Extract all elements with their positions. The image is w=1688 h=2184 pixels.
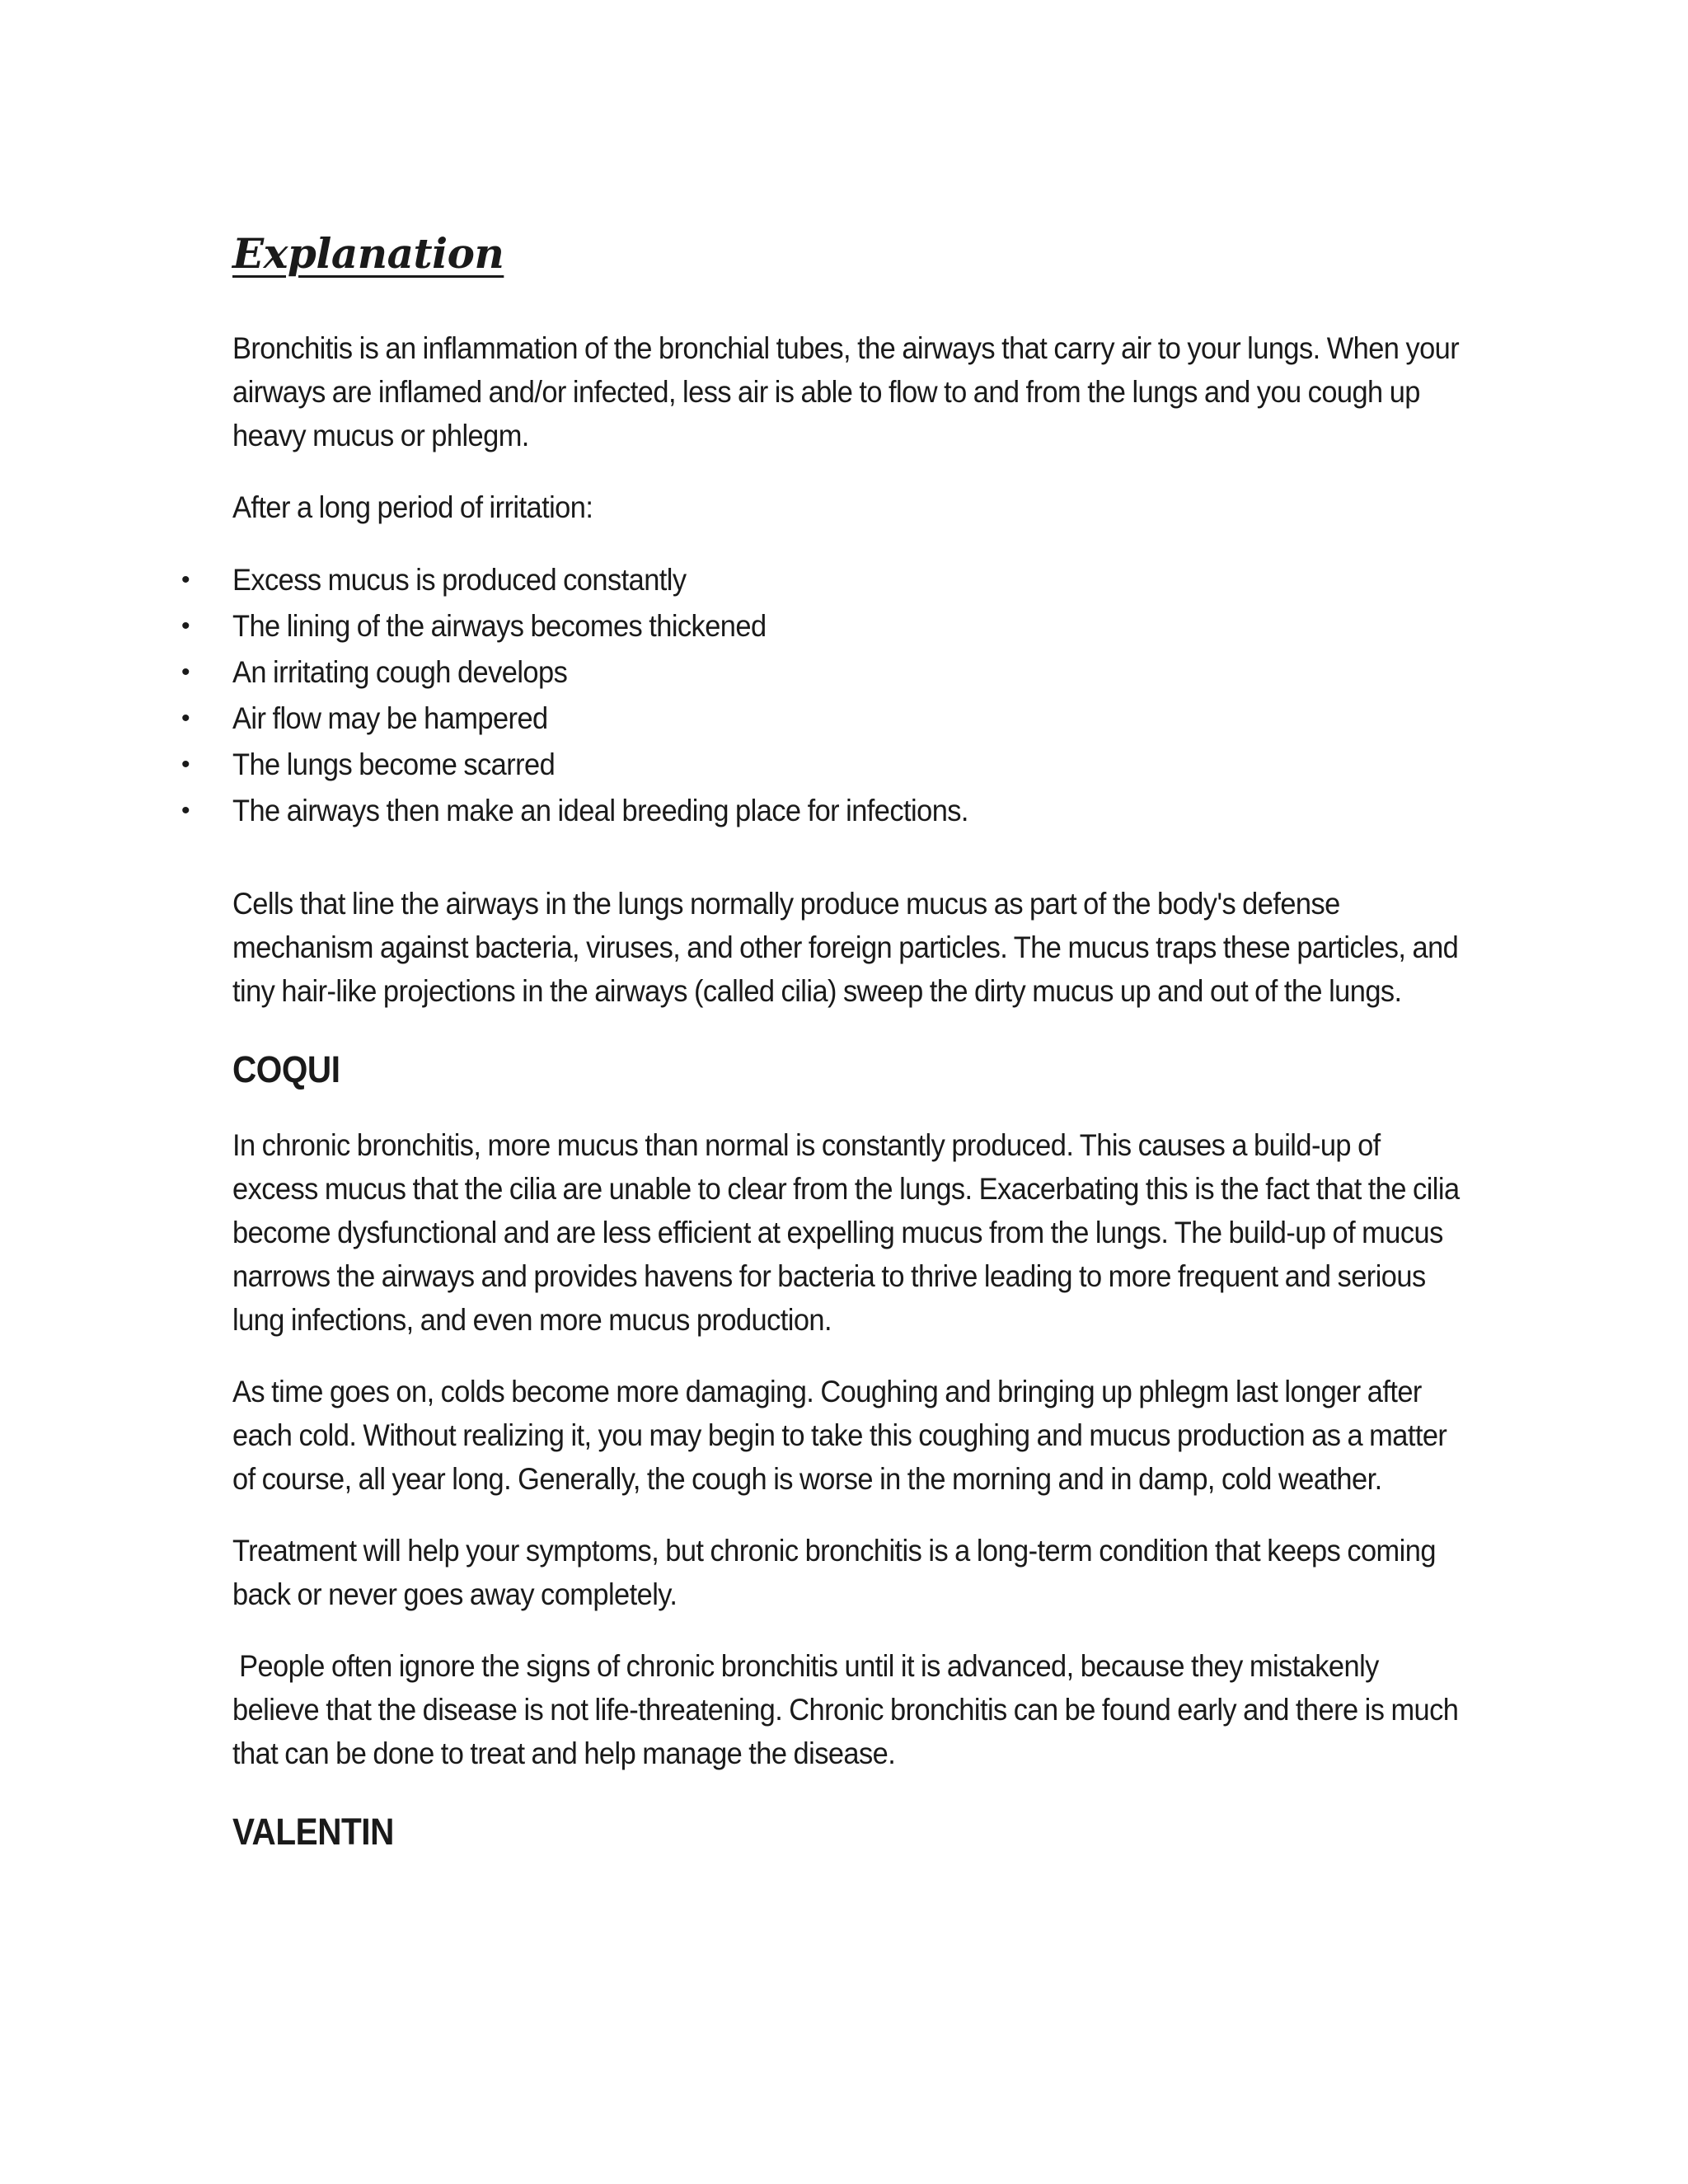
bullet-icon: •: [181, 751, 190, 778]
list-item-text: The lining of the airways becomes thickened: [232, 609, 767, 643]
list-item-text: Air flow may be hampered: [232, 701, 548, 735]
list-item-text: The airways then make an ideal breeding place for infections.: [232, 794, 968, 827]
bullet-icon: •: [181, 705, 190, 732]
bullet-icon: •: [181, 658, 190, 686]
lead-in-paragraph: After a long period of irritation:: [232, 490, 593, 524]
treatment-paragraph: Treatment will help your symptoms, but chronic bronchitis is a long-term condition that keeps coming back or never goes away completely.: [232, 1534, 1436, 1611]
list-item-text: The lungs become scarred: [232, 748, 556, 781]
list-item: [181, 788, 1469, 834]
list-item-text: Excess mucus is produced constantly: [232, 563, 687, 597]
list-item-text: An irritating cough develops: [232, 655, 568, 689]
bullet-icon: •: [181, 566, 190, 593]
bullet-icon: •: [181, 612, 190, 640]
bullet-icon: •: [181, 797, 190, 824]
list-item: [181, 742, 1469, 788]
page-title: Explanation: [232, 229, 504, 278]
time-paragraph: As time goes on, colds become more damaging. Coughing and bringing up phlegm last longer after each cold. Without realizing it, you may begin to take this coughing and mucus production as a matter of course, all year long. Generally, the cough is worse in the morning and in damp, cold weather.: [232, 1375, 1447, 1496]
list-item: [181, 557, 1469, 603]
intro-paragraph: Bronchitis is an inflammation of the bronchial tubes, the airways that carry air to your lungs. When your airways are inflamed and/or infected, less air is able to flow to and from the lungs and you cough up heavy mucus or phlegm.: [232, 331, 1460, 452]
cells-paragraph: Cells that line the airways in the lungs normally produce mucus as part of the body's defense mechanism against bacteria, viruses, and other foreign particles. The mucus traps these particles, and tiny hair-like projections in the airways (called cilia) sweep the dirty mucus up and out of the lungs.: [232, 887, 1459, 1008]
list-item: [181, 696, 1469, 742]
section-heading-valentin: VALENTIN: [232, 1811, 394, 1853]
symptom-list: [181, 557, 1469, 834]
document-body: [181, 216, 1469, 1886]
chronic-paragraph: In chronic bronchitis, more mucus than normal is constantly produced. This causes a build-up of excess mucus that the cilia are unable to clear from the lungs. Exacerbating this is the fact that the cilia become dysfunctional and are less efficient at expelling mucus from the lungs. The build-up of mucus narrows the airways and provides havens for bacteria to thrive leading to more frequent and serious lung infections, and even more mucus production.: [232, 1128, 1460, 1337]
list-item: [181, 649, 1469, 696]
section-heading-coqui: COQUI: [232, 1048, 340, 1090]
list-item: [181, 603, 1469, 649]
people-paragraph: People often ignore the signs of chronic bronchitis until it is advanced, because they mistakenly believe that the disease is not life-threatening. Chronic bronchitis can be found early and there is much that can be done to treat and help manage the disease.: [232, 1649, 1465, 1770]
